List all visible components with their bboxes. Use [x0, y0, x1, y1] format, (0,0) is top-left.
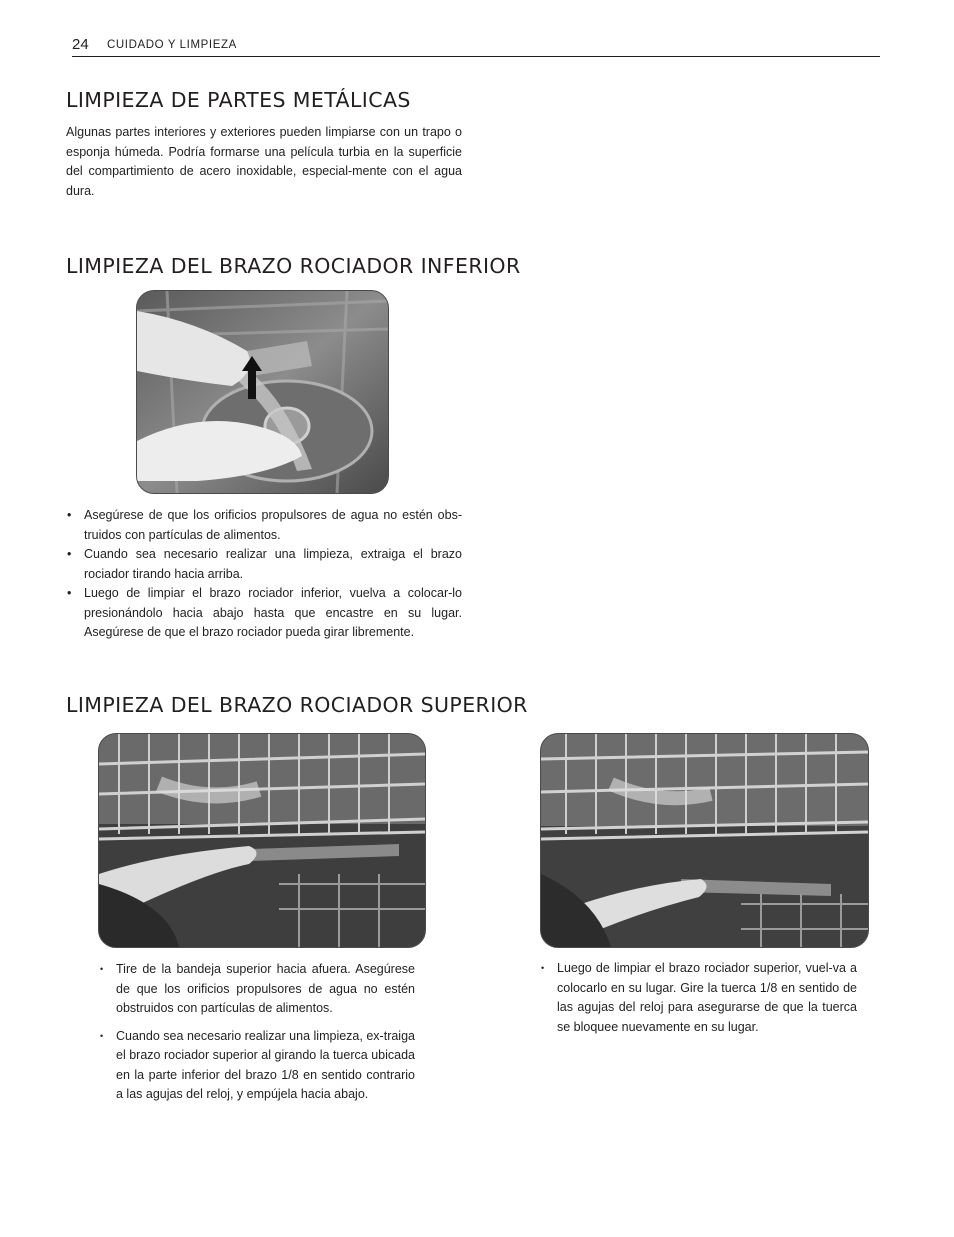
list-item: • Cuando sea necesario realizar una limpieza, extraiga el brazo rociador tirando hacia arriba.: [84, 545, 462, 584]
list-item: • Luego de limpiar el brazo rociador inferior, vuelva a colocar-lo presionándolo hacia abajo hasta que encastre en su lugar. Asegúrese de que el brazo rociador pueda girar libremente.: [84, 584, 462, 643]
list-item: • Asegúrese de que los orificios propulsores de agua no estén obs-truidos con partículas de alimentos.: [84, 506, 462, 545]
upper-spray-arm-list-right: [557, 959, 857, 1037]
metal-cleaning-title: LIMPIEZA DE PARTES METÁLICAS: [66, 88, 411, 112]
page-header: [72, 36, 880, 57]
upper-spray-arm-list-left: [116, 960, 415, 1105]
list-item: • Cuando sea necesario realizar una limpieza, ex-traiga el brazo rociador superior al girando la tuerca ubicada en la parte inferior del brazo 1/8 en sentido contrario a las agujas del reloj, y empújela hacia abajo.: [116, 1027, 415, 1105]
running-title: CUIDADO Y LIMPIEZA: [107, 39, 237, 51]
lower-spray-arm-list: [84, 506, 462, 643]
upper-rack-pull-photo: [98, 733, 426, 948]
upper-spray-arm-title: LIMPIEZA DEL BRAZO ROCIADOR SUPERIOR: [66, 693, 528, 717]
list-item: • Tire de la bandeja superior hacia afuera. Asegúrese de que los orificios propulsores de agua no estén obstruidos con partículas de alimentos.: [116, 960, 415, 1019]
metal-cleaning-paragraph: Algunas partes interiores y exteriores pueden limpiarse con un trapo o esponja húmeda. Podría formarse una película turbia en la superficie del compartimiento de acero inoxidable, especial-mente con el agua dura.: [66, 125, 462, 198]
page-number: 24: [72, 36, 89, 53]
lower-spray-arm-photo: [136, 290, 389, 494]
list-item: • Luego de limpiar el brazo rociador superior, vuel-va a colocarlo en su lugar. Gire la tuerca 1/8 en sentido de las agujas del reloj para asegurarse de que la tuerca se bloquee nuevamente en su lugar.: [557, 959, 857, 1037]
upper-spray-arm-reinstall-photo: [540, 733, 869, 948]
lower-spray-arm-title: LIMPIEZA DEL BRAZO ROCIADOR INFERIOR: [66, 254, 521, 278]
